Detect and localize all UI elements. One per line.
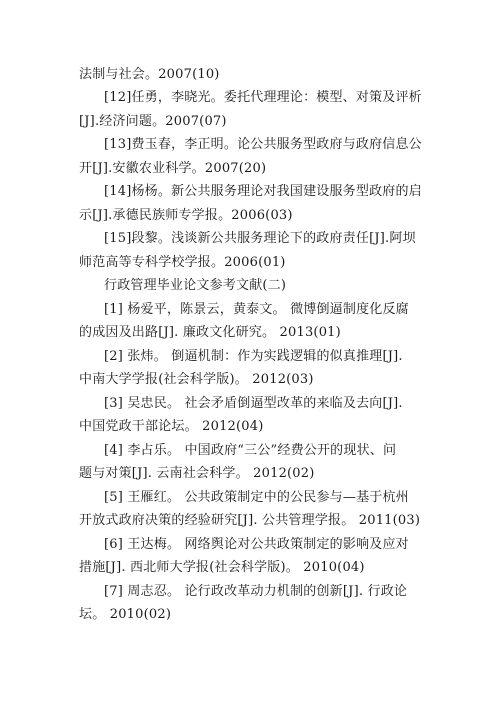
reference-4-continuation: 题与对策[J]. 云南社会科学。 2012(02) [79,466,315,481]
reference-2: [2] 张炜。 倒逼机制：作为实践逻辑的似真推理[J]. [104,349,403,364]
reference-15-continuation: 师范高等专科学校学报。2006(01) [79,255,286,270]
reference-14: [14]杨杨。新公共服务理论对我国建设服务型政府的启 [104,184,422,199]
reference-7: [7] 周志忍。 论行政改革动力机制的创新[J]. 行政论 [104,584,408,599]
reference-3: [3] 吴忠民。 社会矛盾倒逼型改革的来临及去向[J]. [104,396,403,411]
section-heading: 行政管理毕业论文参考文献(二) [104,278,287,293]
reference-5: [5] 王雁红。 公共政策制定中的公民参与—基于杭州 [104,490,409,505]
reference-12: [12]任勇，李晓光。委托代理理论：模型、对策及评析 [104,90,422,105]
reference-13-continuation: 开[J].安徽农业科学。2007(20) [79,161,267,176]
reference-6: [6] 王达梅。 网络舆论对公共政策制定的影响及应对 [104,537,409,552]
reference-1-continuation: 的成因及出路[J]. 廉政文化研究。 2013(01) [79,325,341,340]
reference-7-continuation: 坛。 2010(02) [79,607,172,622]
reference-6-continuation: 措施[J]. 西北师大学报(社会科学版)。 2010(04) [79,560,365,575]
reference-12-continuation: [J].经济问题。2007(07) [79,114,227,129]
reference-14-continuation: 示[J].承德民族师专学报。2006(03) [79,208,293,223]
reference-2-continuation: 中南大学学报(社会科学版)。 2012(03) [79,372,314,387]
reference-4: [4] 李占乐。 中国政府“三公”经费公开的现状、问 [104,443,397,458]
reference-5-continuation: 开放式政府决策的经验研究[J]. 公共管理学报。 2011(03) [79,513,421,528]
reference-15: [15]段黎。浅谈新公共服务理论下的政府责任[J].阿坝 [104,231,416,246]
reference-13: [13]费玉春，李正明。论公共服务型政府与政府信息公 [104,137,422,152]
reference-1: [1] 杨爱平，陈景云，黄泰文。 微博倒逼制度化反腐 [104,302,409,317]
reference-3-continuation: 中国党政干部论坛。 2012(04) [79,419,264,434]
reference-continuation: 法制与社会。2007(10) [79,67,220,82]
